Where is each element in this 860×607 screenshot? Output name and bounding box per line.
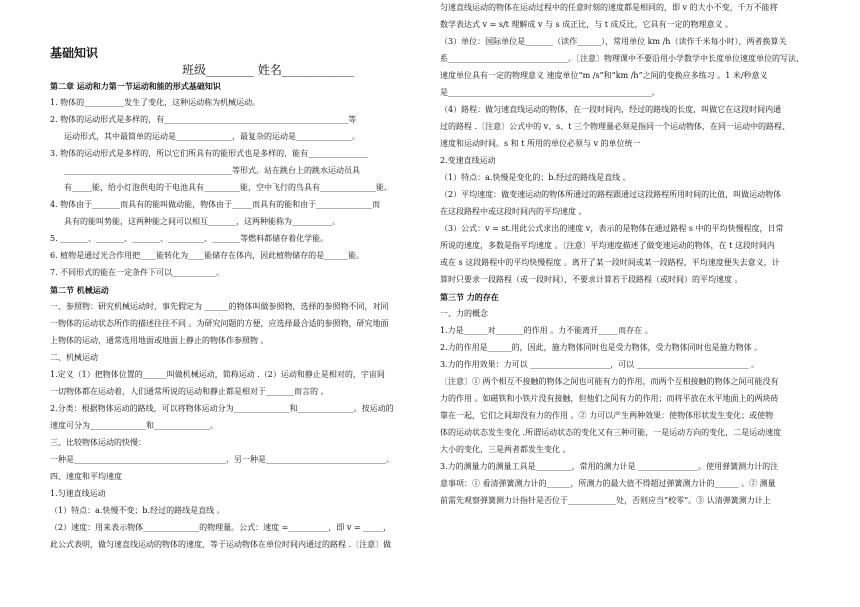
left-line-13: 7. 不同形式的能在一定条件下可以___________。 [50, 268, 225, 277]
right-line-23: 力的作用 。如磁铁和小铁片没有接触，但他们之间有力的作用；而将平放在水平地面上的两块砖 [440, 394, 779, 403]
left-line-10: 具有的能叫势能，这两种能之间可以相互_______，这两种能称为__________。 [64, 217, 340, 226]
left-line-26: 1.匀速直线运动 [50, 489, 106, 498]
left-line-1: 班级________ 姓名____________ [182, 63, 354, 77]
right-line-14: 所说的速度，多数是指平均速度 。〔注意〕平均速度描述了做变速运动的物体，在 t 这段时间内 [440, 241, 775, 250]
right-line-11: （2）平均速度：做变速运动的物体所通过的路程跟通过这段路程所用时间的比值，叫做运动物体 [440, 190, 782, 199]
right-line-18: 一、力的概念 [440, 309, 488, 318]
left-line-2: 第二章 运动和力第一节运动和能的形式基础知识 [50, 81, 221, 91]
right-line-4: 速度单位具有一定的物理意义 速度单位“m /s”和“km /h”之间的变换应多练习 。1 米/秒意义 [440, 71, 768, 80]
right-line-13: （3）公式：v = st.用此公式求出的速度 v，表示的是物体在通过路程 s 中的平均快慢程度，日常 [440, 224, 784, 233]
left-line-11: 5. _______、_______、_______、_________、_______等燃料都储存着化学能。 [50, 234, 329, 243]
left-line-24: 一种是______________________________________，另一种是______________________________。 [50, 455, 394, 464]
right-line-27: 3.力的测量力的测量工具是_________，常用的测力计是 _______________。使用弹簧测力计的注 [440, 462, 779, 471]
left-line-4: 2. 物体的运动形式是多样的，有______________________________________________等 [50, 115, 357, 124]
left-line-20: 一切物体都在运动着，人们通常所说的运动和静止都是相对于_______而言的 。 [50, 387, 329, 396]
left-line-28: （2）速度：用来表示物体______________的物理量。公式：速度 =__________，即 v = _____， [50, 523, 392, 532]
left-line-3: 1. 物体的__________发生了变化，这种运动称为机械运动。 [50, 98, 261, 107]
left-line-6: 3. 物体的运动形式是多样的，所以它们所具有的能形式也是多样的，能有_______________ [50, 149, 369, 158]
left-line-12: 6. 植物是通过光合作用把____能转化为____能储存在体内，因此植物储存的是______能。 [50, 251, 365, 260]
left-line-27: （1）特点：a.快慢不变；b.经过的路线是直线 。 [50, 506, 225, 515]
right-line-21: 3.力的作用效果：力可以 ____________________，可以 ____________________________ 。 [440, 360, 760, 369]
right-line-29: 前需先观察弹簧测力计指针是否位于____________处，否则应当“校零”。③ 认清弹簧测力计上 [440, 496, 771, 505]
left-line-29: 此公式表明，做匀速直线运动的物体的速度，等于运动物体在单位时间内通过的路程 .〔注意〕做 [50, 540, 392, 549]
right-line-26: 大小的变化，三是两者都发生变化 。 [440, 445, 571, 454]
right-line-20: 2.力的作用是______的，因此，施力物体同时也是受力物体，受力物体同时也是施力物体 。 [440, 343, 763, 352]
left-line-22: 速度可分为______________和______________。 [50, 421, 218, 430]
left-line-8: 有_____能，给小灯泡供电的干电池具有_________能，空中飞行的鸟具有______________能。 [64, 183, 392, 192]
left-line-18: 二、机械运动 [50, 353, 98, 362]
right-line-15: 或在 s 这段路程中的平均快慢程度 。离开了某一段时间或某一段路程，平均速度便失去意义，计 [440, 258, 780, 267]
left-line-23: 三、比较物体运动的快慢： [50, 438, 146, 447]
left-line-9: 4. 物体由于_______而具有的能叫做动能，物体由于_____而具有的能和由于______________而 [50, 200, 381, 209]
right-line-8: 速度和运动时间。s 和 t 所用的单位必须与 v 的单位统一 [440, 139, 641, 148]
left-line-15: 一、参照物：研究机械运动时，事先假定为 ______的物体叫做参照物，选择的参照物不同，对同 [50, 302, 389, 311]
right-line-6: （4）路程：做匀速直线运动的物体，在一段时间内，经过的路线的长度，叫做它在这段时间内通 [440, 105, 782, 114]
left-line-21: 2.分类：根据物体运动的路线，可以将物体运动分为______________和______________。按运动的 [50, 404, 394, 413]
right-line-3: 系______________________________。〔注意〕物理课中不要沿用小学数学中长度单位速度单位的写法， [440, 54, 804, 63]
right-line-2: （3）单位：国际单位是_______（读作______），常用单位 km /h（读作千米每小时），两者换算关 [440, 37, 787, 46]
left-line-7: __________________________________________等形式。站在跳台上的跳水运动员具 [64, 166, 360, 175]
right-line-19: 1.力是______对_______的作用 。力不能离开_____而存在 。 [440, 326, 653, 335]
right-line-12: 在这段路程中或这段时间内的平均速度 。 [440, 207, 587, 216]
right-line-16: 算时只要求一段路程（或一段时间），不要求计算若干段路程（或时间）的平均速度 。 [440, 275, 743, 284]
right-line-25: 体的运动状态发生变化 .所谓运动状态的变化又有三种可能，一是运动方向的变化，二是运动速度 [440, 428, 782, 437]
right-line-5: 是___________________________________________________。 [440, 88, 660, 97]
right-line-1: 数学表达式 v = s/t 理解成 v 与 s 成正比，与 t 成反比，它具有一定的物理意义 。 [440, 20, 734, 29]
left-line-16: 一物体的运动状态所作的描述往往不同 。为研究问题的方便，应选择最合适的参照物，研究地面 [50, 319, 389, 328]
right-line-17: 第三节 力的存在 [440, 292, 499, 302]
right-line-0: 匀速直线运动的物体在运动过程中的任意时刻的速度都是相同的，即 v 的大小不变，千万不能将 [440, 3, 778, 12]
left-line-5: 运动形式，其中最简单的运动是______________，最复杂的运动是______________。 [64, 132, 360, 141]
right-line-24: 靠在一起，它们之间却没有力的作用 。② 力可以产生两种效果：使物体形状发生变化；或使物 [440, 411, 774, 420]
right-line-28: 意事项：① 看清弹簧测力计的______，所测力的最大值不得超过弹簧测力计的______ 。② 测量 [440, 479, 776, 488]
left-line-19: 1.定义（1）把物体位置的______叫做机械运动，简称运动 .（2）运动和静止是相对的，宇宙间 [50, 370, 385, 379]
right-line-9: 2.变速直线运动 [440, 156, 496, 165]
right-line-7: 过的路程 .〔注意〕公式中的 v、s、t 三个物理量必须是指同一个运动物体，在同一运动中的路程、 [440, 122, 791, 131]
left-line-0: 基础知识 [50, 46, 99, 60]
right-line-10: （1）特点：a.快慢是变化的；b.经过的路线是直线 。 [440, 173, 631, 182]
left-line-14: 第二节 机械运动 [50, 285, 109, 295]
right-line-22: 〔注意〕① 两个相互不接触的物体之间也可能有力的作用，而两个互相接触的物体之间可能没有 [440, 377, 779, 386]
left-line-17: 上物体的运动，通常选用地面或地面上静止的物体作参照物 。 [50, 336, 269, 345]
left-line-25: 四、速度和平均速度 [50, 472, 122, 481]
